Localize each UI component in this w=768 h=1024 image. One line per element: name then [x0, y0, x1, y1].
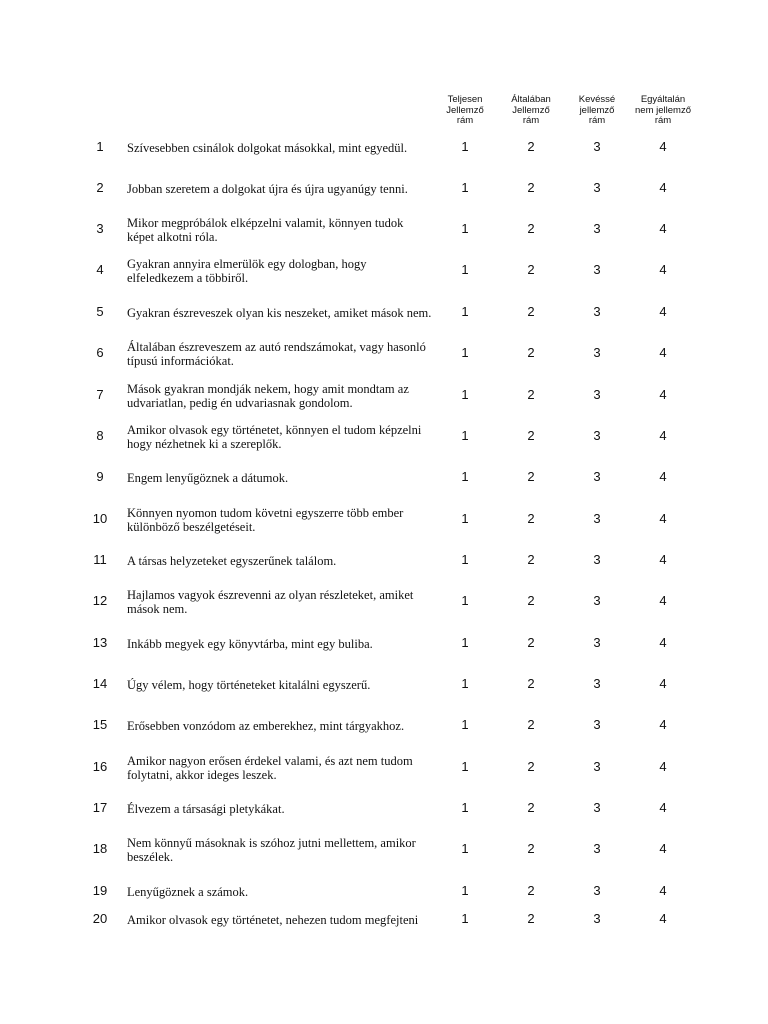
answer-option-4[interactable]: 4: [659, 262, 667, 277]
answer-option-1[interactable]: 1: [461, 221, 469, 236]
answer-option-1[interactable]: 1: [461, 304, 469, 319]
question-text: Általában észreveszem az autó rendszámokat, vagy hasonló típusú információkat.: [127, 340, 426, 368]
answer-option-4[interactable]: 4: [659, 469, 667, 484]
question-text: Gyakran észreveszek olyan kis neszeket, amiket mások nem.: [127, 306, 432, 320]
question-number: 1: [96, 139, 104, 154]
answer-option-3[interactable]: 3: [593, 345, 601, 360]
answer-option-3[interactable]: 3: [593, 635, 601, 650]
question-text: Mikor megpróbálok elképzelni valamit, könnyen tudok képet alkotni róla.: [127, 216, 404, 244]
answer-option-3[interactable]: 3: [593, 304, 601, 319]
column-header-not-at-all: Egyáltalán nem jellemző rám: [635, 94, 691, 126]
question-number: 16: [92, 759, 108, 774]
answer-option-3[interactable]: 3: [593, 511, 601, 526]
answer-option-3[interactable]: 3: [593, 262, 601, 277]
answer-option-3[interactable]: 3: [593, 180, 601, 195]
question-number: 15: [92, 717, 108, 732]
answer-option-2[interactable]: 2: [527, 911, 535, 926]
answer-option-3[interactable]: 3: [593, 676, 601, 691]
answer-option-4[interactable]: 4: [659, 883, 667, 898]
answer-option-4[interactable]: 4: [659, 345, 667, 360]
answer-option-3[interactable]: 3: [593, 593, 601, 608]
answer-option-1[interactable]: 1: [461, 469, 469, 484]
answer-option-3[interactable]: 3: [593, 469, 601, 484]
question-number: 17: [92, 800, 108, 815]
answer-option-4[interactable]: 4: [659, 387, 667, 402]
question-number: 4: [96, 262, 104, 277]
question-text: Könnyen nyomon tudom követni egyszerre több ember különböző beszélgetéseit.: [127, 506, 404, 534]
answer-option-1[interactable]: 1: [461, 717, 469, 732]
answer-option-3[interactable]: 3: [593, 428, 601, 443]
answer-option-2[interactable]: 2: [527, 139, 535, 154]
answer-option-1[interactable]: 1: [461, 676, 469, 691]
question-text: Erősebben vonzódom az emberekhez, mint tárgyakhoz.: [127, 719, 405, 733]
answer-option-1[interactable]: 1: [461, 635, 469, 650]
answer-option-2[interactable]: 2: [527, 180, 535, 195]
answer-option-4[interactable]: 4: [659, 717, 667, 732]
answer-option-2[interactable]: 2: [527, 428, 535, 443]
question-number: 5: [96, 304, 104, 319]
question-number: 18: [92, 841, 108, 856]
question-number: 10: [92, 511, 108, 526]
answer-option-2[interactable]: 2: [527, 262, 535, 277]
answer-option-2[interactable]: 2: [527, 345, 535, 360]
column-header-slightly: Kevéssé jellemző rám: [578, 94, 616, 126]
answer-option-2[interactable]: 2: [527, 635, 535, 650]
question-text: Szívesebben csinálok dolgokat másokkal, mint egyedül.: [127, 141, 408, 155]
answer-option-1[interactable]: 1: [461, 759, 469, 774]
answer-option-3[interactable]: 3: [593, 800, 601, 815]
question-number: 13: [92, 635, 108, 650]
answer-option-1[interactable]: 1: [461, 593, 469, 608]
question-text: Engem lenyűgöznek a dátumok.: [127, 471, 289, 485]
answer-option-4[interactable]: 4: [659, 511, 667, 526]
answer-option-2[interactable]: 2: [527, 841, 535, 856]
answer-option-1[interactable]: 1: [461, 345, 469, 360]
answer-option-4[interactable]: 4: [659, 911, 667, 926]
answer-option-3[interactable]: 3: [593, 552, 601, 567]
answer-option-4[interactable]: 4: [659, 139, 667, 154]
question-text: Amikor nagyon erősen érdekel valami, és azt nem tudom folytatni, akkor ideges leszek.: [127, 754, 413, 782]
answer-option-4[interactable]: 4: [659, 304, 667, 319]
answer-option-2[interactable]: 2: [527, 593, 535, 608]
question-number: 2: [96, 180, 104, 195]
answer-option-4[interactable]: 4: [659, 759, 667, 774]
answer-option-2[interactable]: 2: [527, 552, 535, 567]
question-number: 19: [92, 883, 108, 898]
answer-option-4[interactable]: 4: [659, 552, 667, 567]
question-text: Inkább megyek egy könyvtárba, mint egy buliba.: [127, 637, 373, 651]
answer-option-1[interactable]: 1: [461, 883, 469, 898]
answer-option-3[interactable]: 3: [593, 911, 601, 926]
answer-option-1[interactable]: 1: [461, 428, 469, 443]
answer-option-4[interactable]: 4: [659, 841, 667, 856]
answer-option-1[interactable]: 1: [461, 800, 469, 815]
question-number: 14: [92, 676, 108, 691]
answer-option-1[interactable]: 1: [461, 262, 469, 277]
answer-option-1[interactable]: 1: [461, 911, 469, 926]
answer-option-1[interactable]: 1: [461, 387, 469, 402]
answer-option-4[interactable]: 4: [659, 180, 667, 195]
answer-option-2[interactable]: 2: [527, 469, 535, 484]
question-number: 11: [93, 552, 107, 567]
question-text: Jobban szeretem a dolgokat újra és újra ugyanúgy tenni.: [127, 182, 408, 196]
answer-option-2[interactable]: 2: [527, 883, 535, 898]
question-number: 20: [92, 911, 108, 926]
question-text: Gyakran annyira elmerülök egy dologban, hogy elfeledkezem a többiről.: [127, 257, 367, 285]
answer-option-1[interactable]: 1: [461, 552, 469, 567]
answer-option-2[interactable]: 2: [527, 676, 535, 691]
question-text: Mások gyakran mondják nekem, hogy amit mondtam az udvariatlan, pedig én udvariasnak gondolom.: [127, 382, 409, 410]
answer-option-4[interactable]: 4: [659, 800, 667, 815]
answer-option-3[interactable]: 3: [593, 759, 601, 774]
answer-option-2[interactable]: 2: [527, 759, 535, 774]
answer-option-3[interactable]: 3: [593, 717, 601, 732]
answer-option-2[interactable]: 2: [527, 304, 535, 319]
question-number: 12: [92, 593, 108, 608]
answer-option-1[interactable]: 1: [461, 841, 469, 856]
column-header-generally: Általában Jellemző rám: [511, 94, 551, 126]
answer-option-4[interactable]: 4: [659, 676, 667, 691]
answer-option-2[interactable]: 2: [527, 221, 535, 236]
question-text: A társas helyzeteket egyszerűnek találom.: [127, 554, 337, 568]
question-number: 6: [96, 345, 104, 360]
question-number: 9: [96, 469, 104, 484]
answer-option-1[interactable]: 1: [461, 139, 469, 154]
answer-option-4[interactable]: 4: [659, 428, 667, 443]
answer-option-2[interactable]: 2: [527, 511, 535, 526]
question-text: Amikor olvasok egy történetet, nehezen tudom megfejteni: [127, 913, 419, 927]
answer-option-3[interactable]: 3: [593, 221, 601, 236]
question-number: 3: [96, 221, 104, 236]
answer-option-2[interactable]: 2: [527, 717, 535, 732]
question-text: Élvezem a társasági pletykákat.: [127, 802, 285, 816]
answer-option-2[interactable]: 2: [527, 387, 535, 402]
question-text: Nem könnyű másoknak is szóhoz jutni mellettem, amikor beszélek.: [127, 836, 416, 864]
answer-option-3[interactable]: 3: [593, 387, 601, 402]
answer-option-4[interactable]: 4: [659, 635, 667, 650]
question-number: 7: [96, 387, 104, 402]
answer-option-2[interactable]: 2: [527, 800, 535, 815]
question-text: Úgy vélem, hogy történeteket kitalálni egyszerű.: [127, 678, 371, 692]
answer-option-4[interactable]: 4: [659, 221, 667, 236]
answer-option-1[interactable]: 1: [461, 180, 469, 195]
answer-option-3[interactable]: 3: [593, 841, 601, 856]
question-text: Hajlamos vagyok észrevenni az olyan részleteket, amiket mások nem.: [127, 588, 414, 616]
answer-option-3[interactable]: 3: [593, 883, 601, 898]
answer-option-4[interactable]: 4: [659, 593, 667, 608]
answer-option-1[interactable]: 1: [461, 511, 469, 526]
column-header-fully: Teljesen Jellemző rám: [446, 94, 484, 126]
answer-option-3[interactable]: 3: [593, 139, 601, 154]
question-text: Amikor olvasok egy történetet, könnyen el tudom képzelni hogy nézhetnek ki a szereplők.: [127, 423, 422, 451]
question-text: Lenyűgöznek a számok.: [127, 885, 249, 899]
question-number: 8: [96, 428, 104, 443]
